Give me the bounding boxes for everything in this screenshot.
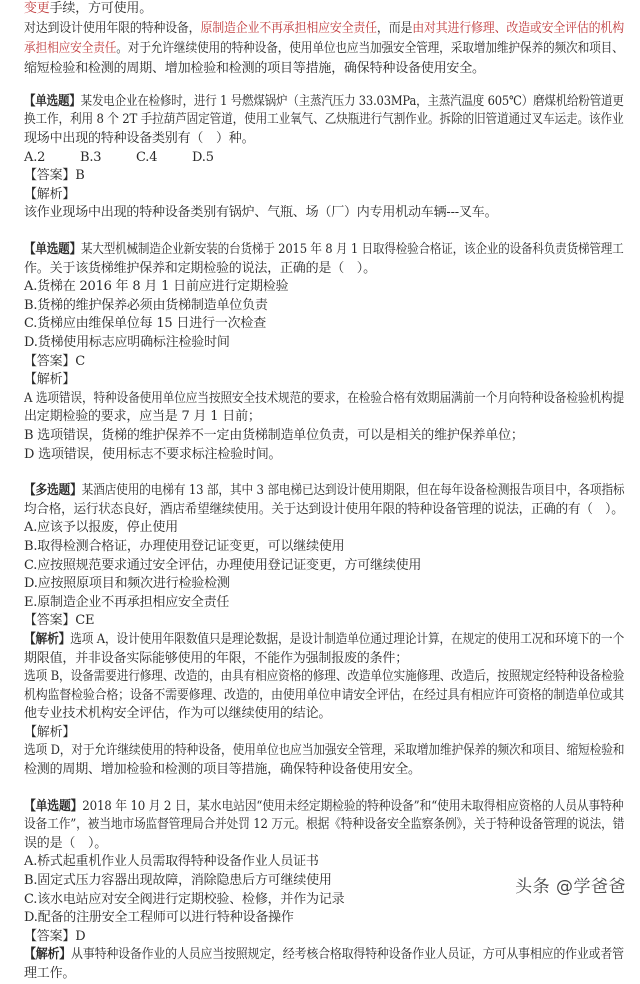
analysis-line: B 选项错误，货梯的维护保养不一定由货梯制造单位负责，可以是相关的维护保养单位； <box>24 427 524 443</box>
analysis-label: 【解析】 <box>24 947 72 963</box>
option-b: B.货梯的维护保养必须由货梯制造单位负责 <box>24 297 268 313</box>
text: 缩短检验和检测的周期、增加检验和检测的项目等措施，确保特种设备使用安全。 <box>24 61 485 77</box>
analysis-line: 选项 B，设备需要进行修理、改造的，由具有相应资格的修理、改造单位实施修理、改造后，按照规定经特种设备检验 <box>24 669 625 685</box>
text-line <box>24 60 624 79</box>
analysis-line: 出定期检验的要求，应当是 7 月 1 日前； <box>24 409 261 425</box>
option-a: A.桥式起重机作业人员需取得特种设备作业人员证书 <box>24 854 319 870</box>
analysis-line: 选项 D，对于允许继续使用的特种设备，使用单位也应当加强安全管理，采取增加维护保养的频次和项目、缩短检验和 <box>24 743 625 759</box>
question-stem-line: 设备工作”，被当地市场监督管理局合并处罚 12 万元。根据《特种设备安全监察条例》，关于特种设备管理的说法，错 <box>24 817 625 833</box>
answer-label: 【答案】 <box>24 168 76 184</box>
option-c: C.货梯应由维保单位每 15 日进行一次检查 <box>24 316 267 332</box>
analysis-label: 【解析】 <box>24 724 76 740</box>
analysis-line: 该作业现场中出现的特种设备类别有锅炉、气瓶、场（厂）内专用机动车辆---叉车。 <box>24 205 498 221</box>
options-inline <box>24 149 624 168</box>
option-c: C.4 <box>136 149 158 165</box>
analysis-line <box>24 946 624 965</box>
question-stem-line: 换工作，利用 8 个 2T 手拉葫芦固定管道，使用工业氧气、乙炔瓶进行气割作业。拆除的旧管道通过叉车运走。该作业 <box>24 112 624 128</box>
question-stem-line: 均合格，运行状态良好，酒店希望继续使用。关于达到设计使用年限的特种设备管理的说法，正确的有（ ）。 <box>24 501 624 517</box>
answer-label: 【答案】 <box>24 353 76 369</box>
analysis-line <box>24 631 625 650</box>
question-2 <box>24 241 624 464</box>
watermark: 头条 @学爸爸 <box>515 877 626 897</box>
option-a: A.2 <box>24 149 46 165</box>
option-b: B.固定式压力容器出现故障，消除隐患后方可继续使用 <box>24 873 332 889</box>
option-d: D.应按照原项目和频次进行检验检测 <box>24 576 230 592</box>
option-a: A.应该予以报废，停止使用 <box>24 520 178 536</box>
question-type-label: 【单选题】 <box>24 242 81 258</box>
option-d: D.5 <box>192 149 214 165</box>
option-d: D.配备的注册安全工程师可以进行特种设备操作 <box>24 910 294 926</box>
analysis-label: 【解析】 <box>24 631 71 647</box>
text: 对达到设计使用年限的特种设备， <box>24 21 201 37</box>
question-type-label: 【单选题】 <box>24 93 81 109</box>
text: 从事特种设备作业的人员应当按照规定，经考核合格取得特种设备作业人员证，方可从事相应的作业或者管 <box>71 947 624 963</box>
text-line <box>24 20 624 39</box>
highlight-text: 由对其进行修理、改造或安全评估的机构 <box>412 21 624 37</box>
text: 某酒店使用的电梯有 13 部，其中 3 部电梯已达到设计使用期限，但在每年设备检测报告项目中，各项指标 <box>81 483 625 499</box>
answer-line <box>24 928 624 947</box>
analysis-line: 他专业技术机构安全评估，作为可以继续使用的结论。 <box>24 706 332 722</box>
option-e: E.原制造企业不再承担相应安全责任 <box>24 594 230 610</box>
analysis-line: 期限值，并非设备实际能够使用的年限，不能作为强制报废的条件； <box>24 650 409 666</box>
highlight-text: 变更 <box>24 1 50 16</box>
text: 2018 年 10 月 2 日，某水电站因“使用未经定期检验的特种设备”和“使用未取得相应资格的人员从事特种 <box>82 798 624 814</box>
answer-label: 【答案】 <box>24 613 76 629</box>
text-line <box>24 0 624 19</box>
question-stem-line <box>24 482 625 501</box>
answer-value: D <box>75 928 86 944</box>
analysis-line: A 选项错误，特种设备使用单位应当按照安全技术规范的要求，在检验合格有效期届满前一个月向特种设备检验机构提 <box>24 390 624 406</box>
analysis-label: 【解析】 <box>24 186 76 202</box>
text: 某大型机械制造企业新安装的台货梯于 2015 年 8 月 1 日取得检验合格证，该企业的设备科负责货梯管理工 <box>80 242 624 258</box>
question-1 <box>24 93 624 223</box>
answer-value: CE <box>75 613 95 629</box>
highlight-text: 原制造企业不再承担相应安全责任 <box>200 21 377 37</box>
analysis-label: 【解析】 <box>24 372 76 388</box>
answer-value: C <box>75 353 85 369</box>
analysis-line: D 选项错误，使用标志不要求标注检验时间。 <box>24 446 282 462</box>
question-stem-line: 误的是（ ）。 <box>24 835 108 851</box>
question-stem-line <box>24 798 624 817</box>
text: 某发电企业在检修时，进行 1 号燃煤锅炉（主蒸汽压力 33.03MPa，主蒸汽温度 605℃）磨煤机给粉管道更 <box>80 93 624 109</box>
question-3 <box>24 482 624 780</box>
analysis-line: 检测的周期、增加检验和检测的项目等措施，确保特种设备使用安全。 <box>24 762 421 778</box>
question-type-label: 【单选题】 <box>24 798 83 814</box>
answer-line <box>24 167 624 186</box>
answer-line <box>24 612 624 631</box>
text: ，而是 <box>376 21 413 37</box>
option-d: D.货梯使用标志应明确标注检验时间 <box>24 335 230 350</box>
question-stem-line <box>24 93 624 112</box>
question-stem-line: 作。关于该货梯维护保养和定期检验的说法，正确的是（ ）。 <box>24 260 376 276</box>
text: 手续，方可使用。 <box>49 1 153 16</box>
answer-value: B <box>75 168 85 184</box>
highlight-text: 承担相应安全责任 <box>24 41 117 57</box>
text: 选项 A，设计使用年限数值只是理论数据，是设计制造单位通过理论计算，在规定的使用工况和环境下的一个 <box>70 631 625 647</box>
document-page <box>24 0 624 984</box>
analysis-line: 机构监督检验合格；设备不需要修理、改造的，由使用单位申请安全评估，在经过具有相应许可资格的制造单位或其 <box>24 687 624 703</box>
analysis-line: 理工作。 <box>24 966 76 981</box>
option-a: A.货梯在 2016 年 8 月 1 日前应进行定期检验 <box>24 279 289 295</box>
question-stem-line: 现场中出现的特种设备类别有（ ）种。 <box>24 131 255 147</box>
question-type-label: 【多选题】 <box>24 483 82 499</box>
answer-line <box>24 353 624 372</box>
text-line <box>24 40 624 59</box>
option-c: C.该水电站应对安全阀进行定期校验、检修，并作为记录 <box>24 891 345 907</box>
option-b: B.取得检测合格证，办理使用登记证变更，可以继续使用 <box>24 538 345 554</box>
question-stem-line <box>24 241 624 260</box>
option-c: C.应按照规范要求通过安全评估，办理使用登记证变更，方可继续使用 <box>24 557 422 573</box>
text: 。对于允许继续使用的特种设备，使用单位也应当加强安全管理，采取增加维护保养的频次和项目、 <box>116 41 624 57</box>
intro-paragraph <box>24 0 624 79</box>
answer-label: 【答案】 <box>24 928 76 944</box>
option-b: B.3 <box>80 149 102 165</box>
